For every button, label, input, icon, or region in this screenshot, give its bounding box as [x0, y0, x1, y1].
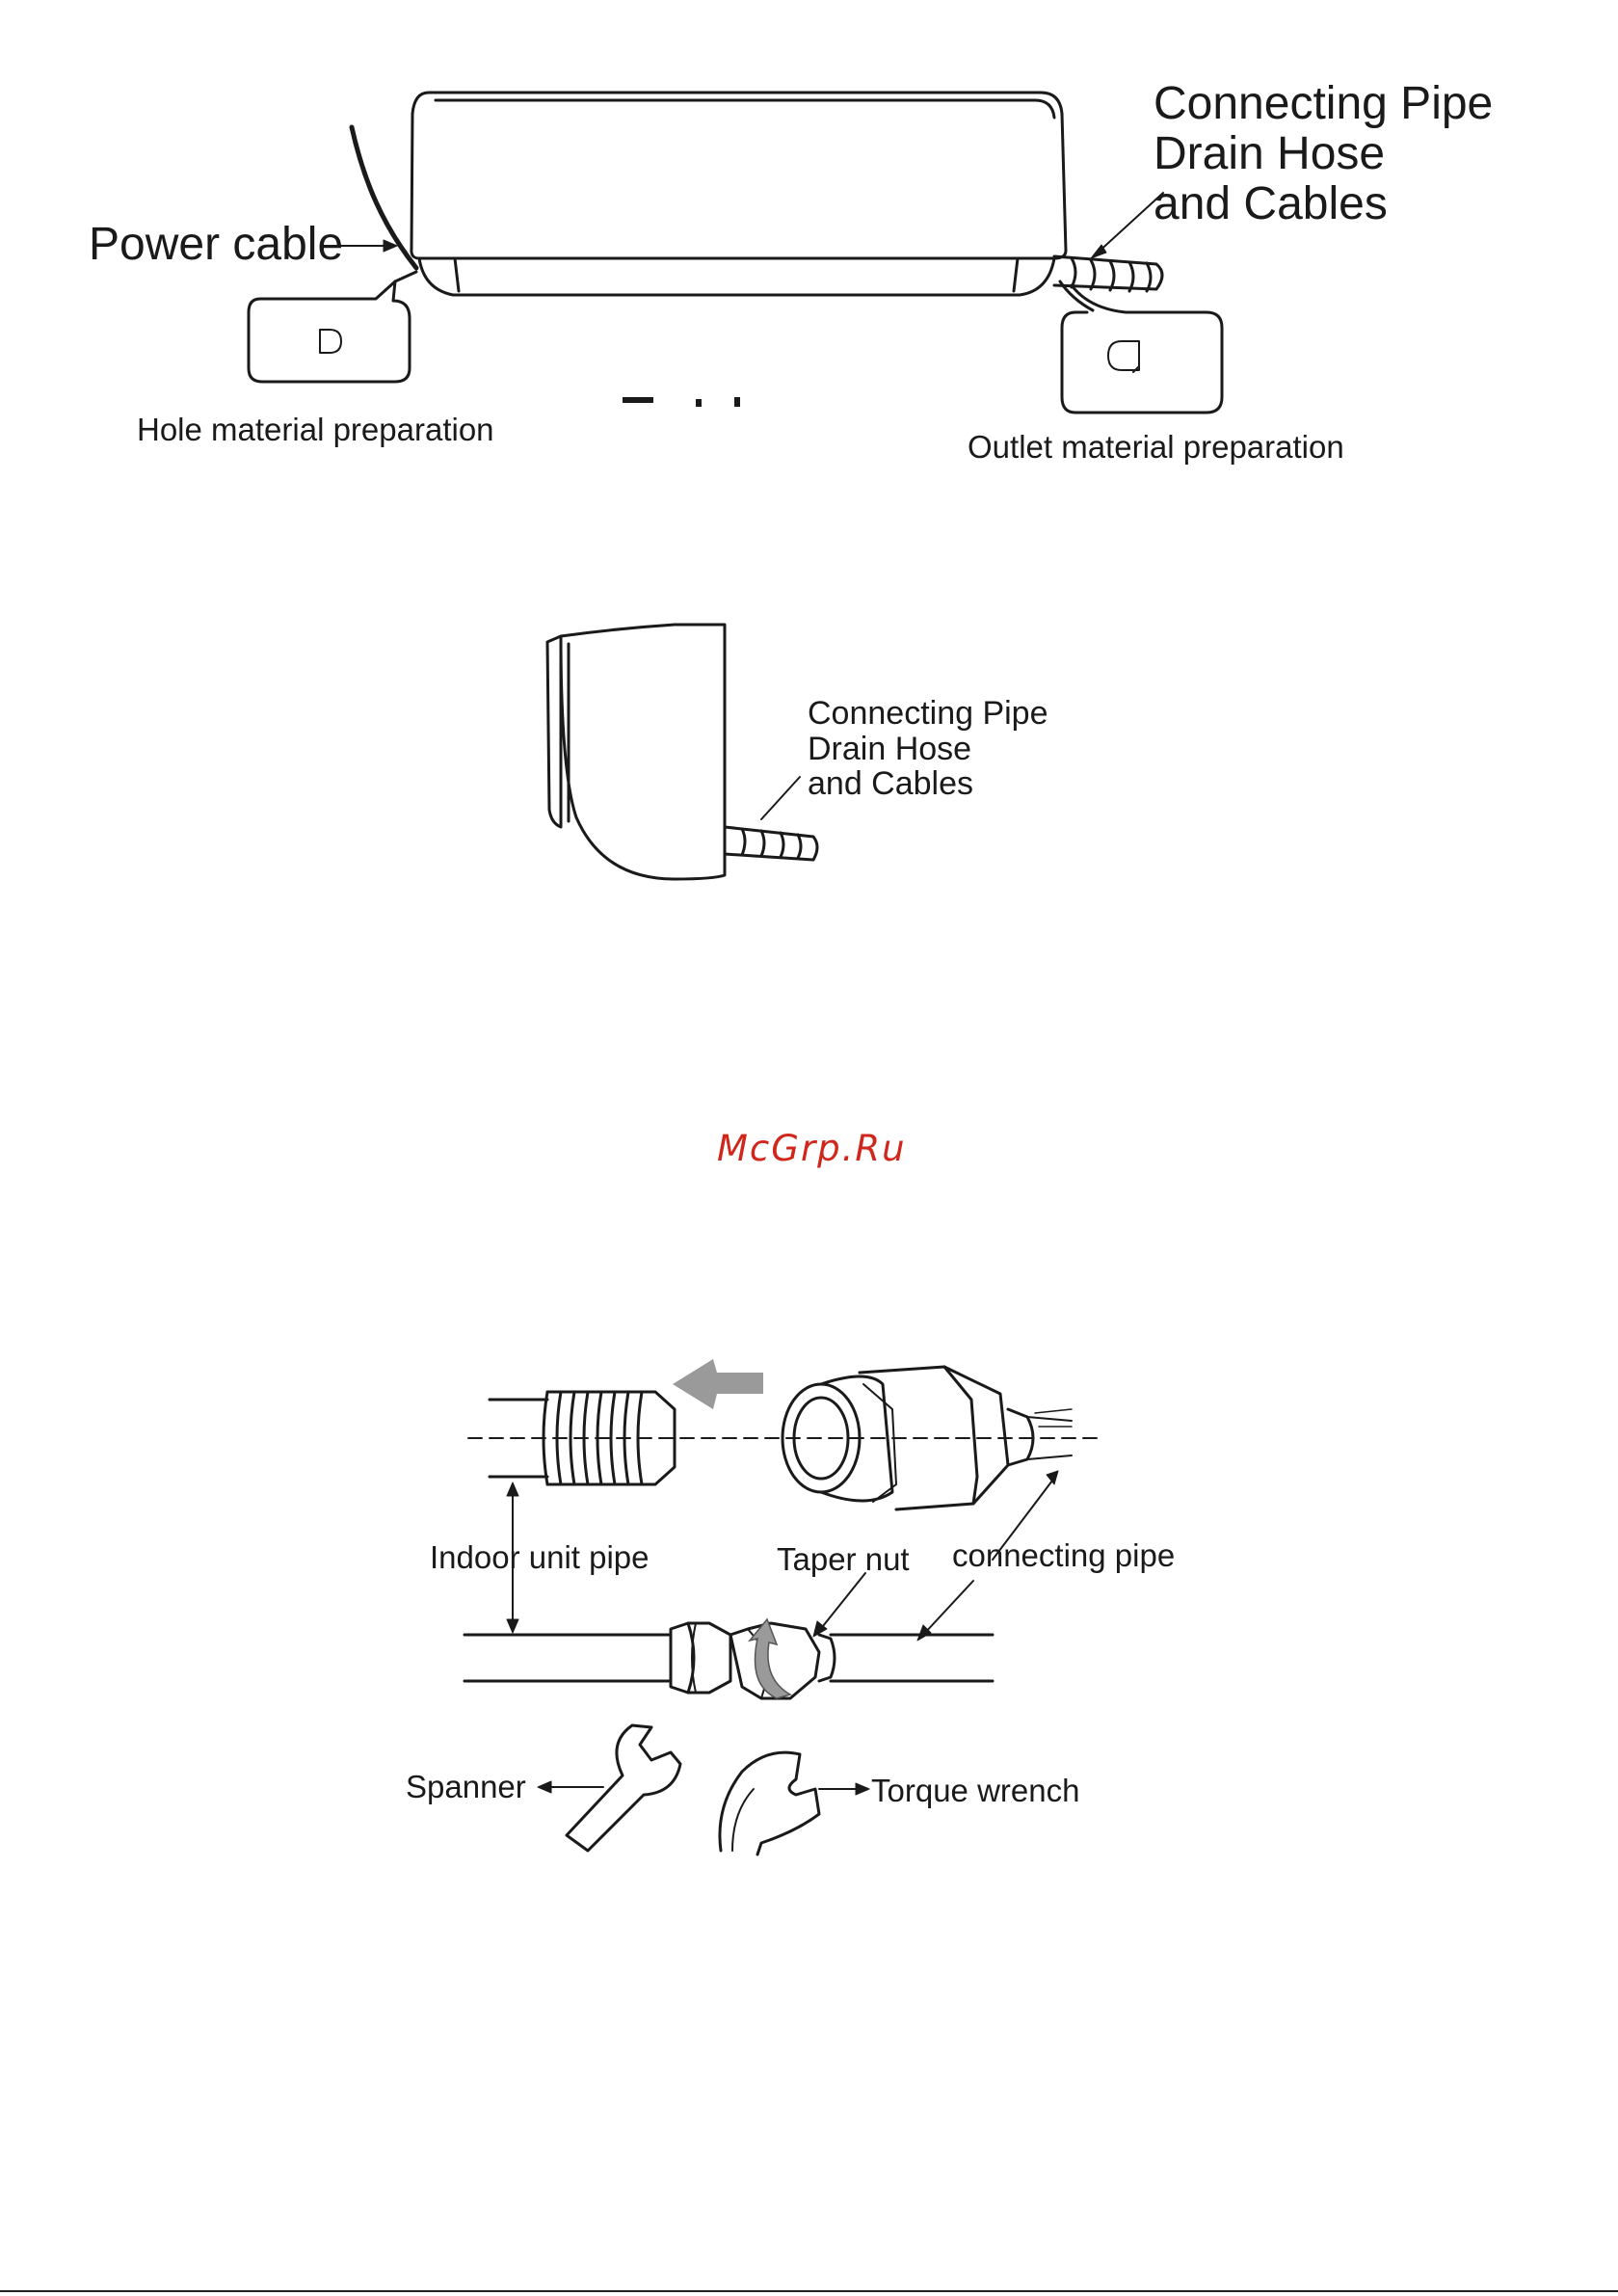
indoor-unit-pipe-label: Indoor unit pipe: [430, 1539, 650, 1575]
and-cables-line: and Cables: [1154, 177, 1388, 229]
spanner-label: Spanner: [406, 1769, 526, 1804]
push-direction-arrow: [673, 1359, 763, 1409]
side-connecting-pipe-line: Connecting Pipe: [808, 695, 1048, 732]
watermark-text: McGrp.Ru: [717, 1128, 907, 1169]
rotation-arrow: [750, 1619, 790, 1698]
spanner-tool: [540, 1725, 680, 1851]
power-cable-label: Power cable: [89, 219, 344, 270]
hole-material-caption: Hole material preparation: [137, 412, 494, 447]
side-drain-hose-line: Drain Hose: [808, 730, 972, 767]
drain-hose-line: Drain Hose: [1154, 127, 1386, 179]
assembled-pipe-run: [464, 1623, 993, 1698]
connecting-pipe-line: Connecting Pipe: [1154, 78, 1494, 129]
connecting-pipe-label: connecting pipe: [952, 1537, 1176, 1573]
side-and-cables-line: and Cables: [808, 765, 974, 803]
bottom-rule: [0, 2290, 1618, 2292]
torque-wrench-label: Torque wrench: [871, 1773, 1080, 1808]
outlet-material-caption: Outlet material preparation: [968, 429, 1344, 465]
taper-nut-label: Taper nut: [777, 1541, 910, 1577]
torque-wrench-tool: [720, 1752, 867, 1855]
